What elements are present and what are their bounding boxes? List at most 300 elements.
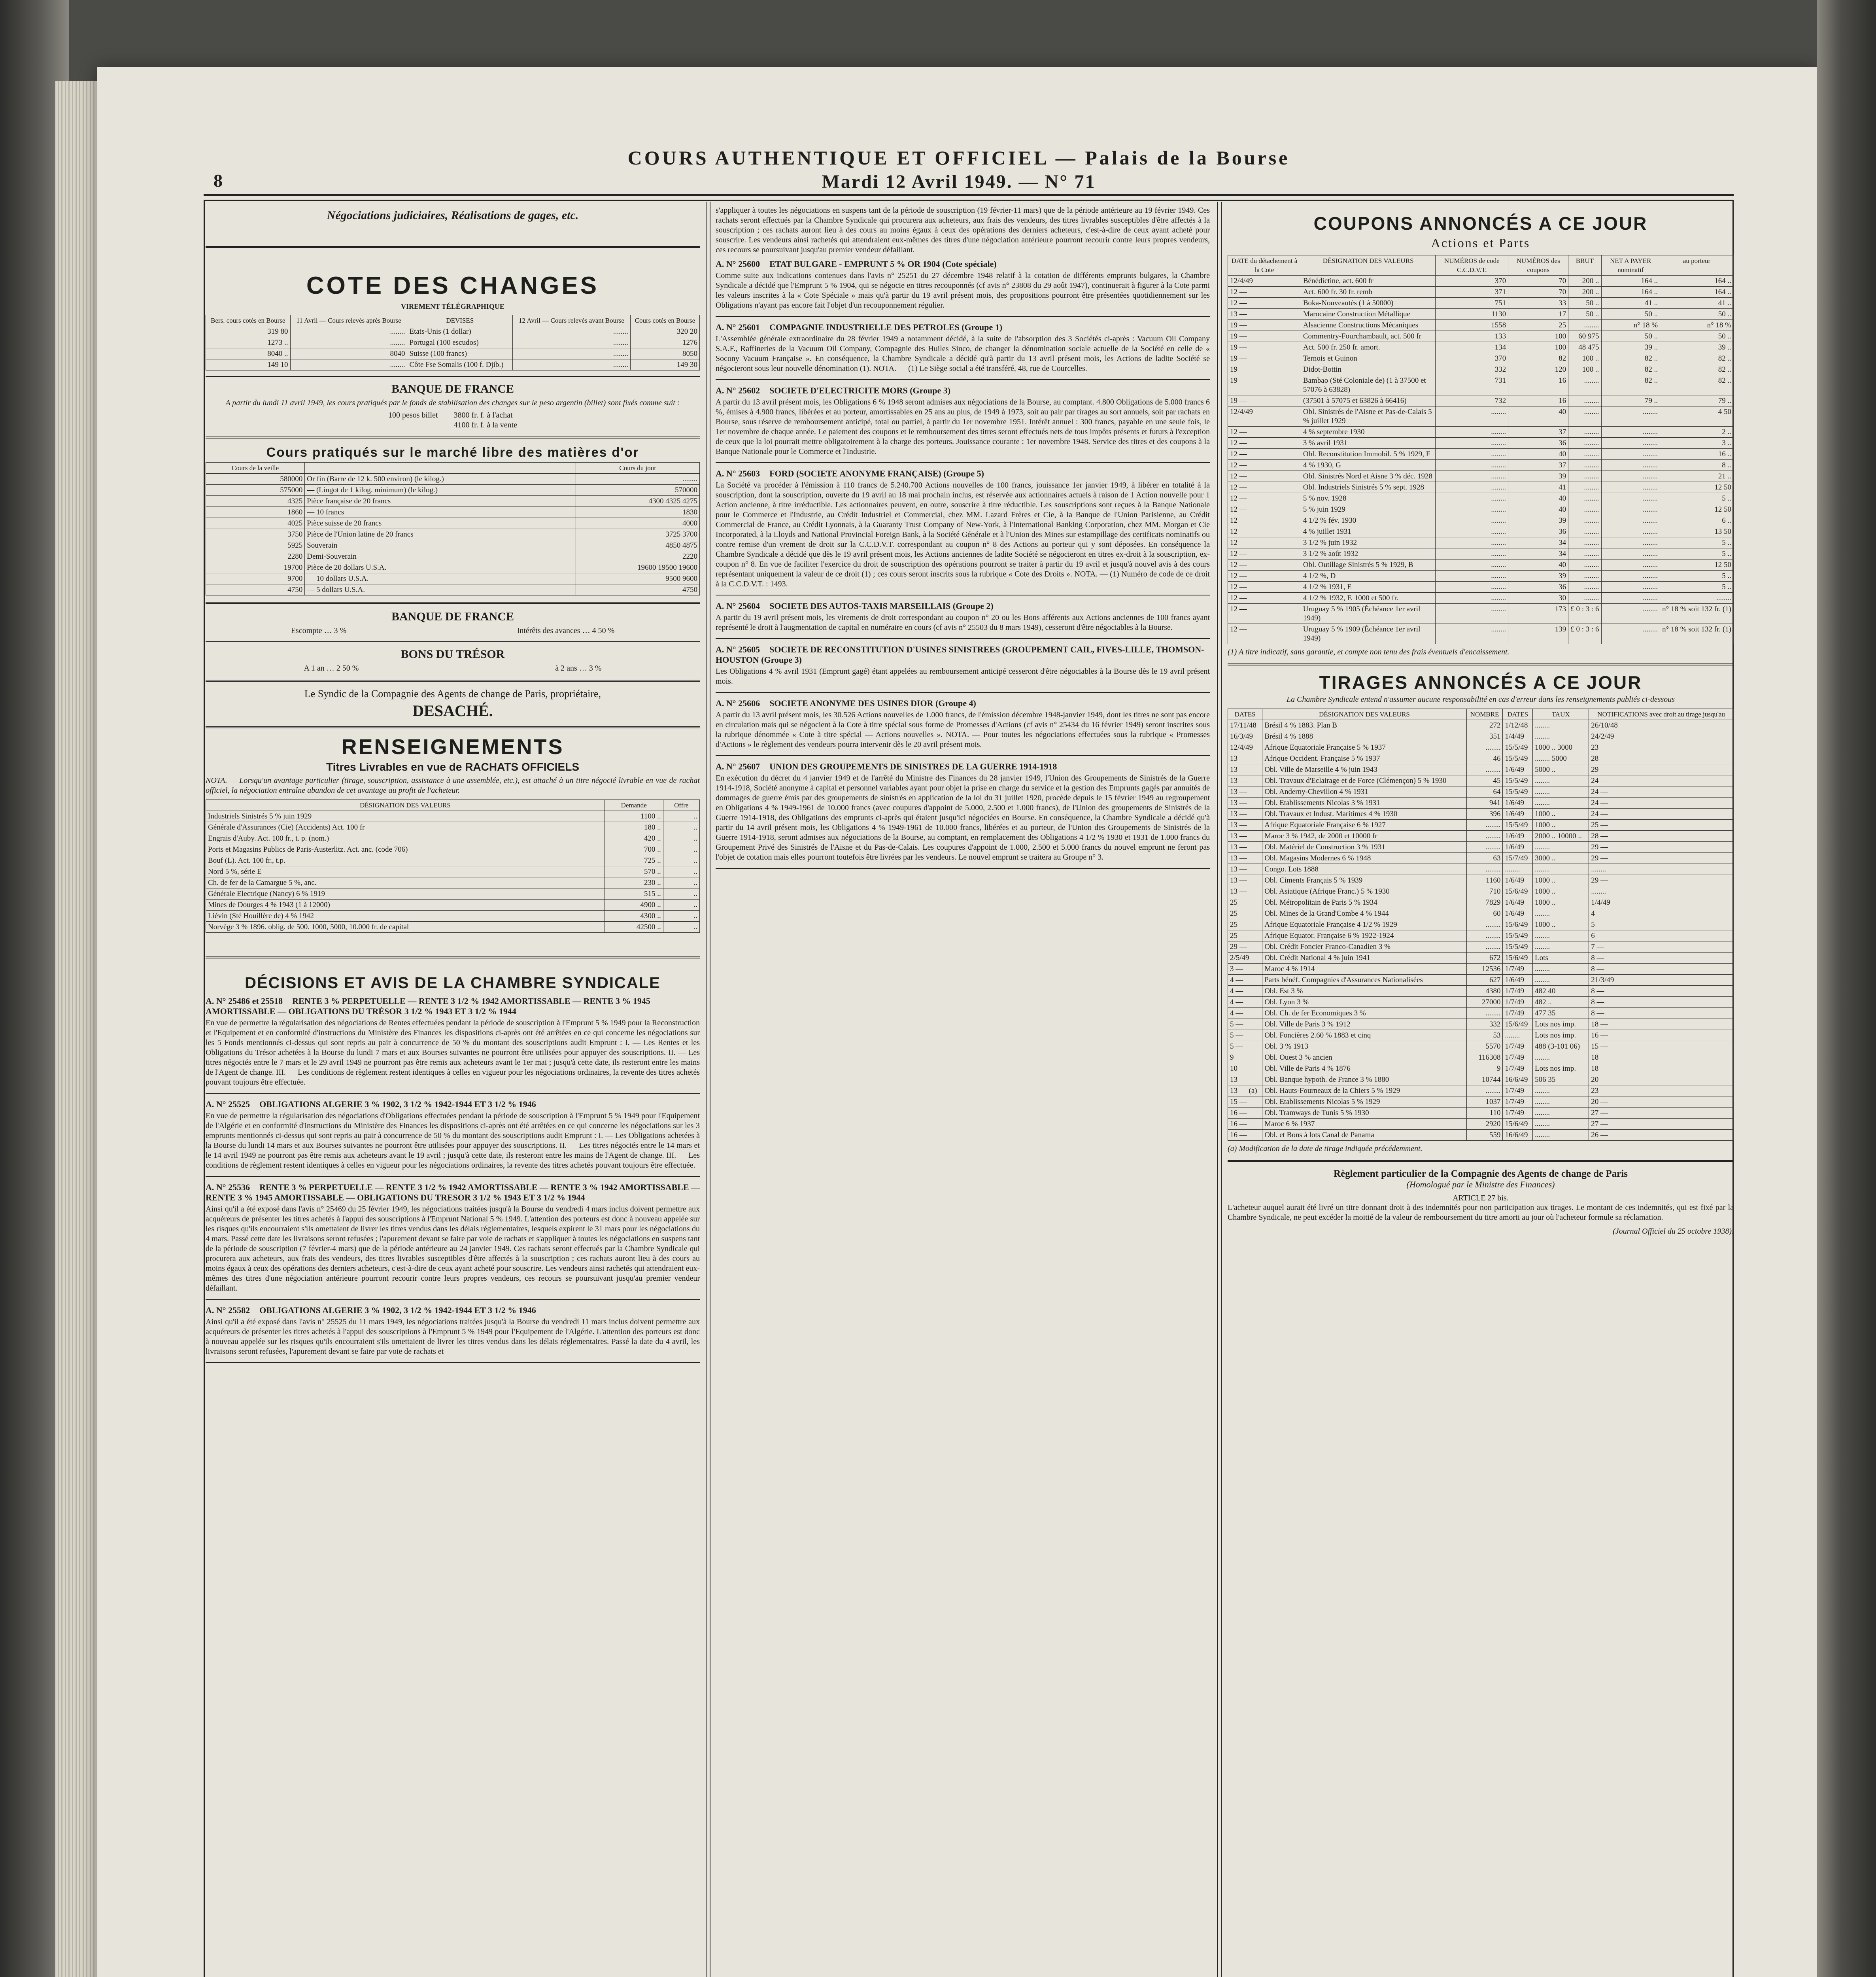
table-row [1228, 742, 1734, 753]
table-cell: 1/6/49 [1503, 975, 1533, 986]
table-cell: 13 — [1228, 764, 1262, 775]
table-row [206, 877, 700, 888]
table-cell: 3 .. [1660, 438, 1734, 449]
table-cell: 4 % 1930, G [1301, 460, 1436, 471]
table-cell: 10 — [1228, 1063, 1262, 1074]
table-cell: 12 — [1228, 493, 1301, 504]
table-cell: Obl. Magasins Modernes 6 % 1948 [1262, 853, 1467, 864]
table-cell: ........ [1533, 1108, 1589, 1119]
table-cell: 8050 [630, 348, 699, 359]
table-row [1228, 395, 1734, 406]
table-cell: 4000 [576, 518, 700, 529]
table-cell: 120 [1508, 364, 1568, 375]
table-cell: 45 [1466, 775, 1503, 786]
table-cell: ........ [290, 359, 407, 370]
table-cell: 23 — [1589, 1085, 1734, 1096]
table-cell: .. [663, 911, 699, 922]
table-row [1228, 997, 1734, 1008]
table-cell: 16 [1508, 395, 1568, 406]
avis-text: La Société va procéder à l'émission à 110 francs de 5.240.700 Actions nouvelles de 100 francs, jouissance 1er janvier 1949, à libérer en totalité à la souscription, dont la souscription, ouverte du 19 avril au 18 mai prochain inclus, est réservée aux actionnaires actuels à raison de 1 Action nouvelle pour 1 Action ancienne, à titre irréductible. Les actionnaires peuvent, en outre, souscrire à titre réductible. Les souscriptions sont reçues à la Banque Nationale pour le Commerce et l'Industrie, au Crédit Industriel et Commercial, chez MM. Lazard Frères et Cie, à la Banque de l'Union Parisienne, au Crédit Commercial de France, au Crédit Lyonnais, à la Guaranty Trust Company of New-York, à l'International Banking Corporation, chez MM. Morgan et Cie Incorporated, à la Lloyds and National Provincial Foreign Bank, à la Société Générale et à l'Union des Mines sur estampillage des certificats nominatifs ou contre remise d'un vrement de droit sur la C.C.D.V.T. correspondant au coupon n° 8 des Actions au porteur qui y sont déposées. En conséquence la Chambre Syndicale a décidé que dès le 19 avril présent mois, les Actions anciennes de ladite Société se négocieront en titres ex-droit à la souscription, ex-coupon n° 8. En vue de faciliter l'exercice du droit de souscription des opérations pourront se traiter à partir du 19 avril et jusqu'à nouvel avis à des cours représentant uniquement la valeur de ce droit (1) ; ces cours seront inscrits sous la rubrique « Cote des Droits ». NOTA. — (1) Numéro de code de ce droit à la C.C.D.V.T. : 1493. [716, 481, 1210, 588]
table-cell: 482 .. [1533, 997, 1589, 1008]
table-cell: 1000 .. [1533, 875, 1589, 886]
avis-subject: SOCIETE DE RECONSTITUTION D'USINES SINISTREES (GROUPEMENT CAIL, FIVES-LILLE, THOMSON-HOUSTON (Groupe 3) [716, 645, 1204, 665]
table-cell: ........ [1568, 375, 1601, 395]
table-cell: Ch. de fer de la Camargue 5 %, anc. [206, 877, 605, 888]
table-cell: ........ [1601, 604, 1660, 624]
table-cell: Côte Fse Somalis (100 f. Djib.) [407, 359, 513, 370]
table-cell: Brésil 4 % 1883. Plan B [1262, 720, 1467, 731]
banque-line1: 100 pesos billet [388, 411, 438, 420]
table-cell: 15/7/49 [1503, 853, 1533, 864]
table-cell: 16/6/49 [1503, 1074, 1533, 1085]
table-cell: ........ [1601, 438, 1660, 449]
avis-text: Ainsi qu'il a été exposé dans l'avis n° 25525 du 11 mars 1949, les négociations traitées jusqu'à la Bourse du vendredi 11 mars inclus doivent permettre aux acquéreurs de présenter les titres achetés à l'appui des souscriptions à l'Emprunt 5 % 1949 pour l'Equipement de l'Algérie. L'attention des porteurs est donc à nouveau appelée sur les risques qu'ils encourraient s'ils omettaient de livrer les titres vendus dans les délais réglementaires. Passé la date du 4 avril, les livraisons seront refusées, l'apurement devant se faire par voie de rachats et [206, 1317, 700, 1356]
table-cell: ........ [576, 474, 700, 485]
table-cell: ........ [1568, 504, 1601, 515]
avis-text: En vue de permettre la régularisation des négociations d'Obligations effectuées pendant la période de souscription à l'Emprunt 5 % 1949 pour l'Equipement de l'Algérie et en conformité d'instructions du Ministère des Finances les dispositions ci-après ont été arrêtées en ce qui concerne les négociations sur les 3 emprunts mentionnés ci-dessus qui sont repris au pair à concurrence de 50 % du montant des souscriptions audit Emprunt : I. — Les Obligations achetées à la Bourse du lundi 14 mars et aux Bourses suivantes ne pourront être utilisées pour appuyer des souscriptions. II. — Les titres négociés entre le 14 mars et le 14 avril 1949 ne pourront pas être remis aux acheteurs avant le 19 avril ; jusqu'à cette date, ils resteront entre les mains de l'Agent de change. III. — Les conditions de règlement restent identiques à celles en vigueur pour les négociations ordinaires, la revente des titres achetés pouvant toujours être effectuée. [206, 1111, 700, 1170]
table-cell: 396 [1466, 809, 1503, 820]
table-cell: 710 [1466, 886, 1503, 897]
table-cell: 5 .. [1660, 548, 1734, 559]
column-header: 12 Avril — Cours relevés avant Bourse [513, 315, 631, 326]
table-cell: ........ [1533, 1096, 1589, 1108]
table-row [1228, 515, 1734, 526]
table-cell: Lots nos imp. [1533, 1063, 1589, 1074]
table-cell: Norvège 3 % 1896. oblig. de 500. 1000, 5000, 10.000 fr. de capital [206, 922, 605, 933]
section-rule [206, 376, 700, 377]
table-cell: ........ [1436, 593, 1508, 604]
table-cell: ........ [1601, 526, 1660, 537]
table-cell: 82 .. [1601, 353, 1660, 364]
table-cell: 16 .. [1660, 449, 1734, 460]
avis-heading [716, 322, 1210, 333]
table-row [1228, 309, 1734, 320]
table-row [1228, 276, 1734, 287]
table-cell: 26 — [1589, 1130, 1734, 1141]
table-cell: 5 .. [1660, 493, 1734, 504]
table-cell: Portugal (100 escudos) [407, 337, 513, 348]
table-cell: 731 [1436, 375, 1508, 395]
table-cell: 24 — [1589, 809, 1734, 820]
table-cell: 19 — [1228, 342, 1301, 353]
table-cell: 7829 [1466, 897, 1503, 908]
table-cell: 12 — [1228, 438, 1301, 449]
table-cell: Obl. Foncières 2.60 % 1883 et cinq [1262, 1030, 1467, 1041]
table-cell: ........ [1533, 1119, 1589, 1130]
table-cell: ........ [1533, 1085, 1589, 1096]
table-row [1228, 353, 1734, 364]
table-cell: ........ [1436, 427, 1508, 438]
table-cell: Uruguay 5 % 1909 (Échéance 1er avril 1949) [1301, 624, 1436, 644]
table-cell: 16 [1508, 375, 1568, 395]
table-cell: 134 [1436, 342, 1508, 353]
table-row [1228, 331, 1734, 342]
table-row [206, 562, 700, 573]
table-cell: 8 .. [1660, 460, 1734, 471]
table-row [206, 485, 700, 496]
table-cell: 732 [1436, 395, 1508, 406]
table-cell: .. [663, 844, 699, 855]
table-cell: ........ [1601, 460, 1660, 471]
table-cell: 272 [1466, 720, 1503, 731]
table-cell: 2920 [1466, 1119, 1503, 1130]
table-cell: 751 [1436, 298, 1508, 309]
table-cell: ........ [1466, 820, 1503, 831]
table-row [206, 326, 700, 337]
table-cell: 351 [1466, 731, 1503, 742]
table-cell: 1830 [576, 507, 700, 518]
table-cell: Alsacienne Constructions Mécaniques [1301, 320, 1436, 331]
table-cell: Demi-Souverain [305, 551, 576, 562]
table-cell: 9700 [206, 573, 305, 584]
table-cell: Liévin (Sté Houillère de) 4 % 1942 [206, 911, 605, 922]
table-cell: 5 % nov. 1928 [1301, 493, 1436, 504]
table-row [1228, 853, 1734, 864]
table-cell: Marocaine Construction Métallique [1301, 309, 1436, 320]
table-cell: 12 — [1228, 526, 1301, 537]
table-cell: Obl. Crédit National 4 % juin 1941 [1262, 953, 1467, 964]
table-cell: 12 50 [1660, 559, 1734, 571]
table-cell: ........ [1568, 593, 1601, 604]
table-cell: 16/3/49 [1228, 731, 1262, 742]
table-row [206, 844, 700, 855]
table-cell: 70 [1508, 276, 1568, 287]
table-cell: 12 — [1228, 449, 1301, 460]
table-cell: ........ [1601, 515, 1660, 526]
table-cell: 64 [1466, 786, 1503, 798]
table-cell: ........ [513, 326, 631, 337]
table-cell: 13 — [1228, 842, 1262, 853]
column-left: Négociations judiciaires, Réalisations de gages, etc. COTE DES CHANGES VIREMENT TÉLÉGRAPHIQUE Bers. cours cotés en Bourse 11 Avril — Cours relevés après Bourse DEVISES 12 Avril — Cours relevés avant Bourse Cours cotés en Bourse 319 80 ........ Etats-Unis (1 dollar) ........ 320 20 1273 .. ........ Portugal (100 escudos) ........ 1276 8040 .. 8040 Suisse (100 francs) ........ 8050 149 10 ........ Côte Fse Somalis (100 f. Djib.) ........ 149 30 BANQUE DE FRANCE A partir du lundi 11 avril 1949, les cours pratiqués par le fonds de stabilisation des changes sur le peso argentin (billet) sont fixés comme suit : 100 pesos billet 3800 fr. f. à l'achat 4100 fr. f. à la vente Cours pratiqués sur le marché libre des matières d'or Cours de la veille Cours du jour 580000 Or fin (Barre de 12 k. 500 environ) (le kilog.) ........ 575000 — (Lingot de 1 kilog. minimum) (le kilog.) 570000 4325 Pièce française de 20 francs 4300 4325 4275 1860 — 10 francs 1830 4025 Pièce suisse de 20 francs 4000 3750 Pièce de l'Union latine de 20 francs 3725 3700 5925 Souverain 4850 4875 2280 Demi-Souverain 2220 19700 Pièce de 20 dollars U.S.A. 19600 19500 19600 9700 — 10 dollars U.S.A. 9500 9600 4750 — 5 dollars U.S.A. 4750 BANQUE DE FRANCE Escompte … 3 % Intérêts des avances … 4 50 % BONS DU TRÉSOR A 1 an … 2 50 % à 2 ans … 3 % Le Syndic de la Compagnie des Agents de change de Paris, propriétaire, DESACHÉ. RENSEIGNEMENTS Titres Livrables en vue de RACHATS OFFICIELS NOTA. — Lorsqu'un avantage particulier (tirage, souscription, assistance à une assemblée, etc.), est attaché à un titre négocié livrable en vue de rachat officiel, la négociation entraîne abandon de cet avantage au profit de l'acheteur. DÉSIGNATION DES VALEURS Demande Offre Industriels Sinistrés 5 % juin 1929 1100 .. .. Générale d'Assurances (Cie) (Accidents) Act. 100 fr 180 .. .. Engrais d'Auby. Act. 100 fr., t. p. (nom.) 420 .. .. Ports et Magasins Publics de Paris-Austerlitz. Act. anc. (code 706) 700 .. .. Bouf (L). Act. 100 fr., t.p. 725 .. .. Nord 5 %, série E 570 .. .. Ch. de fer de la Camargue 5 %, anc. 230 .. .. Générale Electrique (Nancy) 6 % 1919 515 .. .. Mines de Dourges 4 % 1943 (1 à 12000) 4900 .. .. Liévin (Sté Houillère de) 4 % 1942 4300 .. .. Norvège 3 % 1896. oblig. de 500. 1000, 5000, 10.000 fr. de capital 42500 .. .. DÉCISIONS ET AVIS DE LA CHAMBRE SYNDICALE A. N° 25486 et 25518 RENTE 3 % PERPETUELLE — RENTE 3 1/2 % 1942 AMORTISSABLE — RENTE 3 % 1945 AMORTISSABLE — OBLIGATIONS DU TRÉSOR 3 1/2 % 1943 ET 3 1/2 % 1944 En vue de permettre la régularisation des négociations de Rentes effectuées pendant la période de souscription à l'Emprunt 5 % 1949 pour la Reconstruction et l'Equipement et en conformité d'instructions du Ministère des Finances les dispositions ci-après ont été arrêtées en ce qui concerne les négociations sur les 5 Fonds mentionnés ci-dessus qui sont repris au pair à concurrence de 50 % du montant des souscriptions audit Emprunt : I. — Les Rentes et les Obligations du Trésor achetées à la Bourse du lundi 7 mars et aux Bourses suivantes ne pourront être utilisées pour appuyer des souscriptions. II. — Les titres négociés entre le 7 mars et le 29 avril 1949 ne pourront pas être remis aux acheteurs avant le 1er mai ; jusqu'à cette date, ils resteront entre les mains de l'Agent de change. III. — Les conditions de règlement restent identiques à celles en vigueur pour les négociations ordinaires, la revente des titres achetés pouvant toujours être effectuée. A. N° 25525 OBLIGATIONS ALGERIE 3 % 1902, 3 1/2 % 1942-1944 ET 3 1/2 % 1946 En vue de permettre la régularisation des négociations d'Obligations effectuées pendant la période de souscription à l'Emprunt 5 % 1949 pour l'Equipement de l'Algérie et en conformité d'instructions du Ministère des Finances les dispositions ci-après ont été arrêtées en ce qui concerne les négociations sur les 3 emprunts mentionnés ci-dessus qui sont repris au pair à concurrence de 50 % du montant des souscriptions audit Emprunt : I. — Les Obligations achetées à la Bourse du lundi 14 mars et aux Bourses suivantes ne pourront être utilisées pour appuyer des souscriptions. II. — Les titres négociés entre le 14 mars et le 14 avril 1949 ne pourront pas être remis aux acheteurs avant le 19 avril ; jusqu'à cette date, ils resteront entre les mains de l'Agent de change. III. — Les conditions de règlement restent identiques à celles en vigueur pour les négociations ordinaires, la revente des titres achetés pouvant toujours être effectuée. A. N° 25536 RENTE 3 % PERPETUELLE — RENTE 3 1/2 % 1942 AMORTISSABLE — RENTE 3 % 1942 AMORTISSABLE — RENTE 3 % 1945 AMORTISSABLE — OBLIGATIONS DU TRESOR 3 1/2 % 1943 ET 3 1/2 % 1944 Ainsi qu'il a été exposé dans l'avis n° 25469 du 25 février 1949, les négociations traitées jusqu'à la Bourse du vendredi 4 mars inclus doivent permettre aux acquéreurs de présenter les titres achetés à l'appui des souscriptions à l'Emprunt National 5 % 1949. L'attention des porteurs est donc à nouveau appelée sur les risques qu'ils encourraient s'ils omettaient de livrer les titres vendus dans les délais réglementaires, lesquels expirent le 31 mars pour les négociations du 4 mars. Passé cette date les livraisons seront refusées ; l'apurement devant se faire par voie de rachats et s'appliquer à toutes les négociations en suspens tant de la période de souscription (7 février-4 mars) que de la période antérieure au 24 janvier 1949. Ces rachats seront effectués par la Chambre Syndicale qui procurera aux acheteurs, aux frais des vendeurs, des titres livrables susceptibles d'être affectés à la souscription ; ces rachats auront lieu à des cours au moins égaux à ceux des opérations des derniers acheteurs, c'est-à-dire de ceux ayant acheté pour souscrire. Les vendeurs ainsi rachetés qui attendraient eux-mêmes des titres d'une négociation antérieure pourront recourir contre leurs propres vendeurs, ces recours se poursuivant jusqu'au premier vendeur défaillant. A. N° 25582 OBLIGATIONS ALGERIE 3 % 1902, 3 1/2 % 1942-1944 ET 3 1/2 % 1946 Ainsi qu'il a été exposé dans l'avis n° 25525 du 11 mars 1949, les négociations traitées jusqu'à la Bourse du vendredi 11 mars inclus doivent permettre aux acquéreurs de présenter les titres achetés à l'appui des souscriptions à l'Emprunt 5 % 1949 pour l'Equipement de l'Algérie. L'attention des porteurs est donc à nouveau appelée sur les risques qu'ils encourraient s'ils omettaient de livrer les titres vendus dans les délais réglementaires. Passé la date du 4 avril, les livraisons seront refusées, l'apurement devant se faire par voie de rachats et [206, 202, 700, 1977]
table-cell: ........ 5000 [1533, 753, 1589, 764]
table-cell: Afrique Equatoriale Française 5 % 1937 [1262, 742, 1467, 753]
table-cell: ........ [1568, 320, 1601, 331]
table-cell: Obl. Banque hypoth. de France 3 % 1880 [1262, 1074, 1467, 1085]
table-cell: 164 .. [1601, 287, 1660, 298]
reglement-source: (Journal Officiel du 25 octobre 1938). [1613, 1227, 1734, 1236]
table-cell: ........ [1466, 864, 1503, 875]
avis-number: A. N° 25605 [716, 645, 760, 654]
avis-heading [716, 386, 1210, 396]
table-cell: — 5 dollars U.S.A. [305, 584, 576, 595]
table-cell: ........ [1533, 798, 1589, 809]
table-cell: 12 — [1228, 427, 1301, 438]
table-cell: ........ [1601, 559, 1660, 571]
table-cell: Obl. Reconstitution Immobil. 5 % 1929, F [1301, 449, 1436, 460]
table-cell: 25 — [1228, 919, 1262, 930]
table-row [1228, 582, 1734, 593]
table-cell: Suisse (100 francs) [407, 348, 513, 359]
table-cell: 4025 [206, 518, 305, 529]
table-cell: 24/2/49 [1589, 731, 1734, 742]
avis-text: En exécution du décret du 4 janvier 1949 et de l'arrêté du Ministre des Finances du 28 janvier 1949, l'Union des Groupements de Sinistrés de la Guerre 1914-1918, Société anonyme à capital et personnel variables ayant pour objet la prise en charge du service et la gestion des Emprunts gagés par annuités de dommages de guerre émis par des groupements de sinistrés en application de la loi du 31 juillet 1920, procède depuis le 15 février 1949 au regroupement en Obligations 4 % 1949-1961 de 10.000 francs (avec coupures d'appoint de 5.000, 2.500 et 1.000 francs), de l'Union des groupements de Sinistrés de la Guerre 1914-1918, des Obligations des emprunts ci-après qui étaient jusqu'ici négociées en Bourse. En conséquence, la Chambre Syndicale a décidé qu'à partir du 14 avril présent mois, les Obligations 4 % 1949-1961 de 10.000 francs, libérées et au porteur, de l'Union des Groupements de Sinistrés de la Guerre 1914-1918, seront admises aux négociations de la Bourse, au comptant, en remplacement des Obligations 4 1/2 % 1930 et 1931 de 1.000 francs du Groupement Privé des Sinistrés de l'Aisne et du Pas-de-Calais. Les coupures d'appoint de 1.000, 2.500 et 5.000 francs du nouvel emprunt ne feront pas l'objet de cotation mais elles pourront toutefois être livrées par les vendeurs. Le nouvel emprunt se traitera au Groupe n° 3. [716, 774, 1210, 862]
table-cell: 82 .. [1601, 364, 1660, 375]
table-cell: ........ [1568, 515, 1601, 526]
table-cell: 2/5/49 [1228, 953, 1262, 964]
table-row [206, 888, 700, 900]
table-cell: 50 .. [1568, 298, 1601, 309]
table-cell: Afrique Equator. Française 6 % 1922-1924 [1262, 930, 1467, 941]
table-row [1228, 820, 1734, 831]
table-cell: Mines de Dourges 4 % 1943 (1 à 12000) [206, 900, 605, 911]
table-cell: 50 .. [1660, 309, 1734, 320]
table-row [206, 551, 700, 562]
table-row [1228, 604, 1734, 624]
table-cell: 21 .. [1660, 471, 1734, 482]
table-cell: Lots nos imp. [1533, 1030, 1589, 1041]
decisions-title: DÉCISIONS ET AVIS DE LA CHAMBRE SYNDICALE [245, 974, 661, 992]
table-cell: Générale d'Assurances (Cie) (Accidents) Act. 100 fr [206, 822, 605, 833]
table-cell: 1/6/49 [1503, 842, 1533, 853]
section-rule [206, 680, 700, 682]
table-cell: 13 — [1228, 875, 1262, 886]
table-cell: Souverain [305, 540, 576, 551]
table-cell: 12/4/49 [1228, 406, 1301, 427]
table-cell: 3750 [206, 529, 305, 540]
table-cell: 4900 .. [605, 900, 663, 911]
table-cell: 39 [1508, 471, 1568, 482]
table-cell: 19600 19500 19600 [576, 562, 700, 573]
table-cell: Obl. et Bons à lots Canal de Panama [1262, 1130, 1467, 1141]
table-cell: Obl. Crédit Foncier Franco-Canadien 3 % [1262, 941, 1467, 953]
table-cell: 12 — [1228, 504, 1301, 515]
table-cell: 19 — [1228, 320, 1301, 331]
table-cell: 37 [1508, 427, 1568, 438]
table-cell: 12 — [1228, 460, 1301, 471]
banque-vente: 4100 fr. f. à la vente [453, 421, 518, 429]
table-cell: 7 — [1589, 941, 1734, 953]
table-cell: 25 — [1589, 820, 1734, 831]
table-cell: Obl. Hauts-Fourneaux de la Chiers 5 % 1929 [1262, 1085, 1467, 1096]
table-cell: Brésil 4 % 1888 [1262, 731, 1467, 742]
table-cell: 40 [1508, 493, 1568, 504]
avis-subject: ETAT BULGARE - EMPRUNT 5 % OR 1904 (Cote spéciale) [769, 259, 997, 269]
table-cell: 515 .. [605, 888, 663, 900]
table-cell: 371 [1436, 287, 1508, 298]
table-row [1228, 886, 1734, 897]
avis-text: A partir du 13 avril présent mois, les 30.526 Actions nouvelles de 1.000 francs, de l'émission décembre 1948-janvier 1949, dont les titres ne sont pas encore en circulation mais qui se négocient à la Cote à titre spécial sous forme de Promesses d'Actions (cf avis n° 25434 du 16 février 1949) seront inscrites sous la rubrique dénommée « Cote à titre spécial — Actions nouvelles ». NOTA. — Pour toutes les négociations effectuées sous la rubrique « Promesses d'Actions » le règlement des vendeurs pourra intervenir dès le 20 avril présent mois. [716, 711, 1210, 749]
column-header: DATES [1228, 709, 1262, 720]
table-cell: 60 975 [1568, 331, 1601, 342]
table-cell: 4850 4875 [576, 540, 700, 551]
table-cell: ........ [1466, 1085, 1503, 1096]
table-cell: 36 [1508, 438, 1568, 449]
banque2-title: BANQUE DE FRANCE [391, 610, 514, 623]
table-cell: ........ [513, 359, 631, 370]
table-cell: ........ [1601, 449, 1660, 460]
table-cell: ........ [1533, 731, 1589, 742]
table-cell: 570000 [576, 485, 700, 496]
avis-list [716, 259, 1210, 869]
table-cell: 41 [1508, 482, 1568, 493]
avis-number: A. N° 25486 et 25518 [206, 996, 283, 1006]
table-cell: 5925 [206, 540, 305, 551]
table-cell: 42500 .. [605, 922, 663, 933]
reglement-article: ARTICLE 27 bis. [1453, 1194, 1509, 1202]
table-cell: 33 [1508, 298, 1568, 309]
table-cell: 370 [1436, 353, 1508, 364]
section-rule [206, 437, 700, 438]
table-cell: 25 — [1228, 930, 1262, 941]
avis-rule [716, 638, 1210, 639]
table-cell: 149 10 [206, 359, 291, 370]
table-cell: 19 — [1228, 353, 1301, 364]
table-cell: 19700 [206, 562, 305, 573]
table-row [1228, 593, 1734, 604]
table-cell: n° 18 % soit 132 fr. (1) [1660, 604, 1734, 624]
table-cell: 8 — [1589, 1008, 1734, 1019]
table-row [1228, 537, 1734, 548]
table-cell: Obl. Ville de Paris 3 % 1912 [1262, 1019, 1467, 1030]
avis-subject: OBLIGATIONS ALGERIE 3 % 1902, 3 1/2 % 1942-1944 ET 3 1/2 % 1946 [259, 1305, 536, 1315]
table-cell: 3 — [1228, 964, 1262, 975]
table-cell: 3 1/2 % juin 1932 [1301, 537, 1436, 548]
table-cell: 4750 [206, 584, 305, 595]
table-cell: 12 — [1228, 482, 1301, 493]
table-cell: 370 [1436, 276, 1508, 287]
table-cell: 8 — [1589, 964, 1734, 975]
table-cell: 29 — [1589, 842, 1734, 853]
table-cell: ........ [1533, 1130, 1589, 1141]
avis-heading [716, 469, 1210, 479]
table-cell: 4 1/2 % fév. 1930 [1301, 515, 1436, 526]
table-cell: ........ [1568, 548, 1601, 559]
table-row [1228, 320, 1734, 331]
table-row [1228, 930, 1734, 941]
table-cell: 1558 [1436, 320, 1508, 331]
table-cell: 3000 .. [1533, 853, 1589, 864]
table-cell: ........ [1568, 526, 1601, 537]
column-header: NOTIFICATIONS avec droit au tirage jusqu'au [1589, 709, 1734, 720]
table-cell: Afrique Equatoriale Française 6 % 1927 [1262, 820, 1467, 831]
table-cell: 27 — [1589, 1119, 1734, 1130]
escompte-label: Escompte [291, 626, 322, 635]
table-cell: 30 [1508, 593, 1568, 604]
table-cell: 16 — [1228, 1119, 1262, 1130]
table-cell: 4 — [1228, 997, 1262, 1008]
table-cell: Obl. Sinistrés de l'Aisne et Pas-de-Calais 5 % juillet 1929 [1301, 406, 1436, 427]
table-cell: Engrais d'Auby. Act. 100 fr., t. p. (nom.) [206, 833, 605, 844]
table-cell: — (Lingot de 1 kilog. minimum) (le kilog.) [305, 485, 576, 496]
table-row [1228, 809, 1734, 820]
table-row [206, 866, 700, 877]
table-cell: 200 .. [1568, 276, 1601, 287]
table-cell: Afrique Equatoriale Française 4 1/2 % 1929 [1262, 919, 1467, 930]
column-header [305, 463, 576, 474]
table-row [1228, 775, 1734, 786]
avis-subject: RENTE 3 % PERPETUELLE — RENTE 3 1/2 % 1942 AMORTISSABLE — RENTE 3 % 1945 AMORTISSABLE — OBLIGATIONS DU TRÉSOR 3 1/2 % 1943 ET 3 1/2 % 1944 [206, 996, 650, 1016]
table-cell: 5 .. [1660, 582, 1734, 593]
table-cell: ........ [1466, 742, 1503, 753]
column-header: Cours du jour [576, 463, 700, 474]
table-cell: 4300 4325 4275 [576, 496, 700, 507]
escompte-value: 3 % [334, 626, 347, 635]
table-cell: 12 — [1228, 571, 1301, 582]
table-row [1228, 504, 1734, 515]
table-row [206, 348, 700, 359]
table-row [206, 855, 700, 866]
table-cell: .. [663, 922, 699, 933]
table-cell: 70 [1508, 287, 1568, 298]
table-cell: 39 [1508, 571, 1568, 582]
table-cell: Bouf (L). Act. 100 fr., t.p. [206, 855, 605, 866]
table-cell: 13 — [1228, 775, 1262, 786]
table-cell: ........ [1436, 526, 1508, 537]
table-row [1228, 526, 1734, 537]
or-table [206, 462, 700, 595]
table-cell: 24 — [1589, 786, 1734, 798]
table-cell: 1000 .. [1533, 897, 1589, 908]
avis-number: A. N° 25582 [206, 1305, 250, 1315]
table-cell: .. [663, 855, 699, 866]
table-cell: 12 — [1228, 593, 1301, 604]
table-cell: 4 1/2 % 1932, F. 1000 et 500 fr. [1301, 593, 1436, 604]
table-cell: .. [663, 877, 699, 888]
table-cell: 13 — [1228, 853, 1262, 864]
table-cell: 1/7/49 [1503, 986, 1533, 997]
column-header: Bers. cours cotés en Bourse [206, 315, 291, 326]
table-cell: ........ [1436, 571, 1508, 582]
table-cell: 4 1/2 %, D [1301, 571, 1436, 582]
table-cell: 34 [1508, 537, 1568, 548]
reglement-text: L'acheteur auquel aurait été livré un titre donnant droit à des indemnités pour non participation aux tirages. Le montant de ces indemnités, qui est fixé par la Chambre Syndicale, ne peut excéder la moitié de la valeur de remboursement du titre amorti au jour où l'acheteur formule sa réclamation. [1228, 1203, 1734, 1222]
table-cell: ........ [1436, 504, 1508, 515]
avis-text: Les Obligations 4 % avril 1931 (Emprunt gagé) étant appelées au remboursement anticipé cesseront d'être négociables à la Bourse dès le 19 avril présent mois. [716, 667, 1210, 686]
table-cell: Pièce de l'Union latine de 20 francs [305, 529, 576, 540]
avis-number: A. N° 25536 [206, 1182, 250, 1192]
column-header: Demande [605, 800, 663, 811]
table-cell: 18 — [1589, 1019, 1734, 1030]
table-cell: 1/6/49 [1503, 798, 1533, 809]
table-row [1228, 375, 1734, 395]
table-cell: ........ [1568, 460, 1601, 471]
table-cell: Bénédictine, act. 600 fr [1301, 276, 1436, 287]
table-cell: 6 — [1589, 930, 1734, 941]
table-cell: ........ [1568, 438, 1601, 449]
table-row [1228, 875, 1734, 886]
column-header: DÉSIGNATION DES VALEURS [1301, 255, 1436, 276]
table-cell: 9 [1466, 1063, 1503, 1074]
table-cell: 1000 .. 3000 [1533, 742, 1589, 753]
table-row [1228, 842, 1734, 853]
table-row [1228, 493, 1734, 504]
table-cell: ........ [1589, 864, 1734, 875]
table-cell: ........ [1533, 720, 1589, 731]
table-cell: 9500 9600 [576, 573, 700, 584]
table-row [1228, 482, 1734, 493]
table-cell: 46 [1466, 753, 1503, 764]
table-cell: 12536 [1466, 964, 1503, 975]
table-cell: 16 — [1228, 1130, 1262, 1141]
column-header: au porteur [1660, 255, 1734, 276]
banque-achat: 3800 fr. f. à l'achat [453, 411, 513, 420]
table-cell: 5 — [1228, 1041, 1262, 1052]
table-cell: Congo. Lots 1888 [1262, 864, 1467, 875]
table-cell: 15/5/49 [1503, 786, 1533, 798]
table-cell: 50 .. [1660, 331, 1734, 342]
banque-title: BANQUE DE FRANCE [391, 382, 514, 395]
table-cell: 4 — [1228, 1008, 1262, 1019]
table-cell: 24 — [1589, 798, 1734, 809]
column-right [1228, 202, 1734, 1977]
table-cell: Industriels Sinistrés 5 % juin 1929 [206, 811, 605, 822]
table-cell: 48 475 [1568, 342, 1601, 353]
table-cell: 21/3/49 [1589, 975, 1734, 986]
table-cell: .. [663, 900, 699, 911]
avances-value: 4 50 % [592, 626, 615, 635]
avis-heading [716, 762, 1210, 772]
table-cell: 19 — [1228, 364, 1301, 375]
